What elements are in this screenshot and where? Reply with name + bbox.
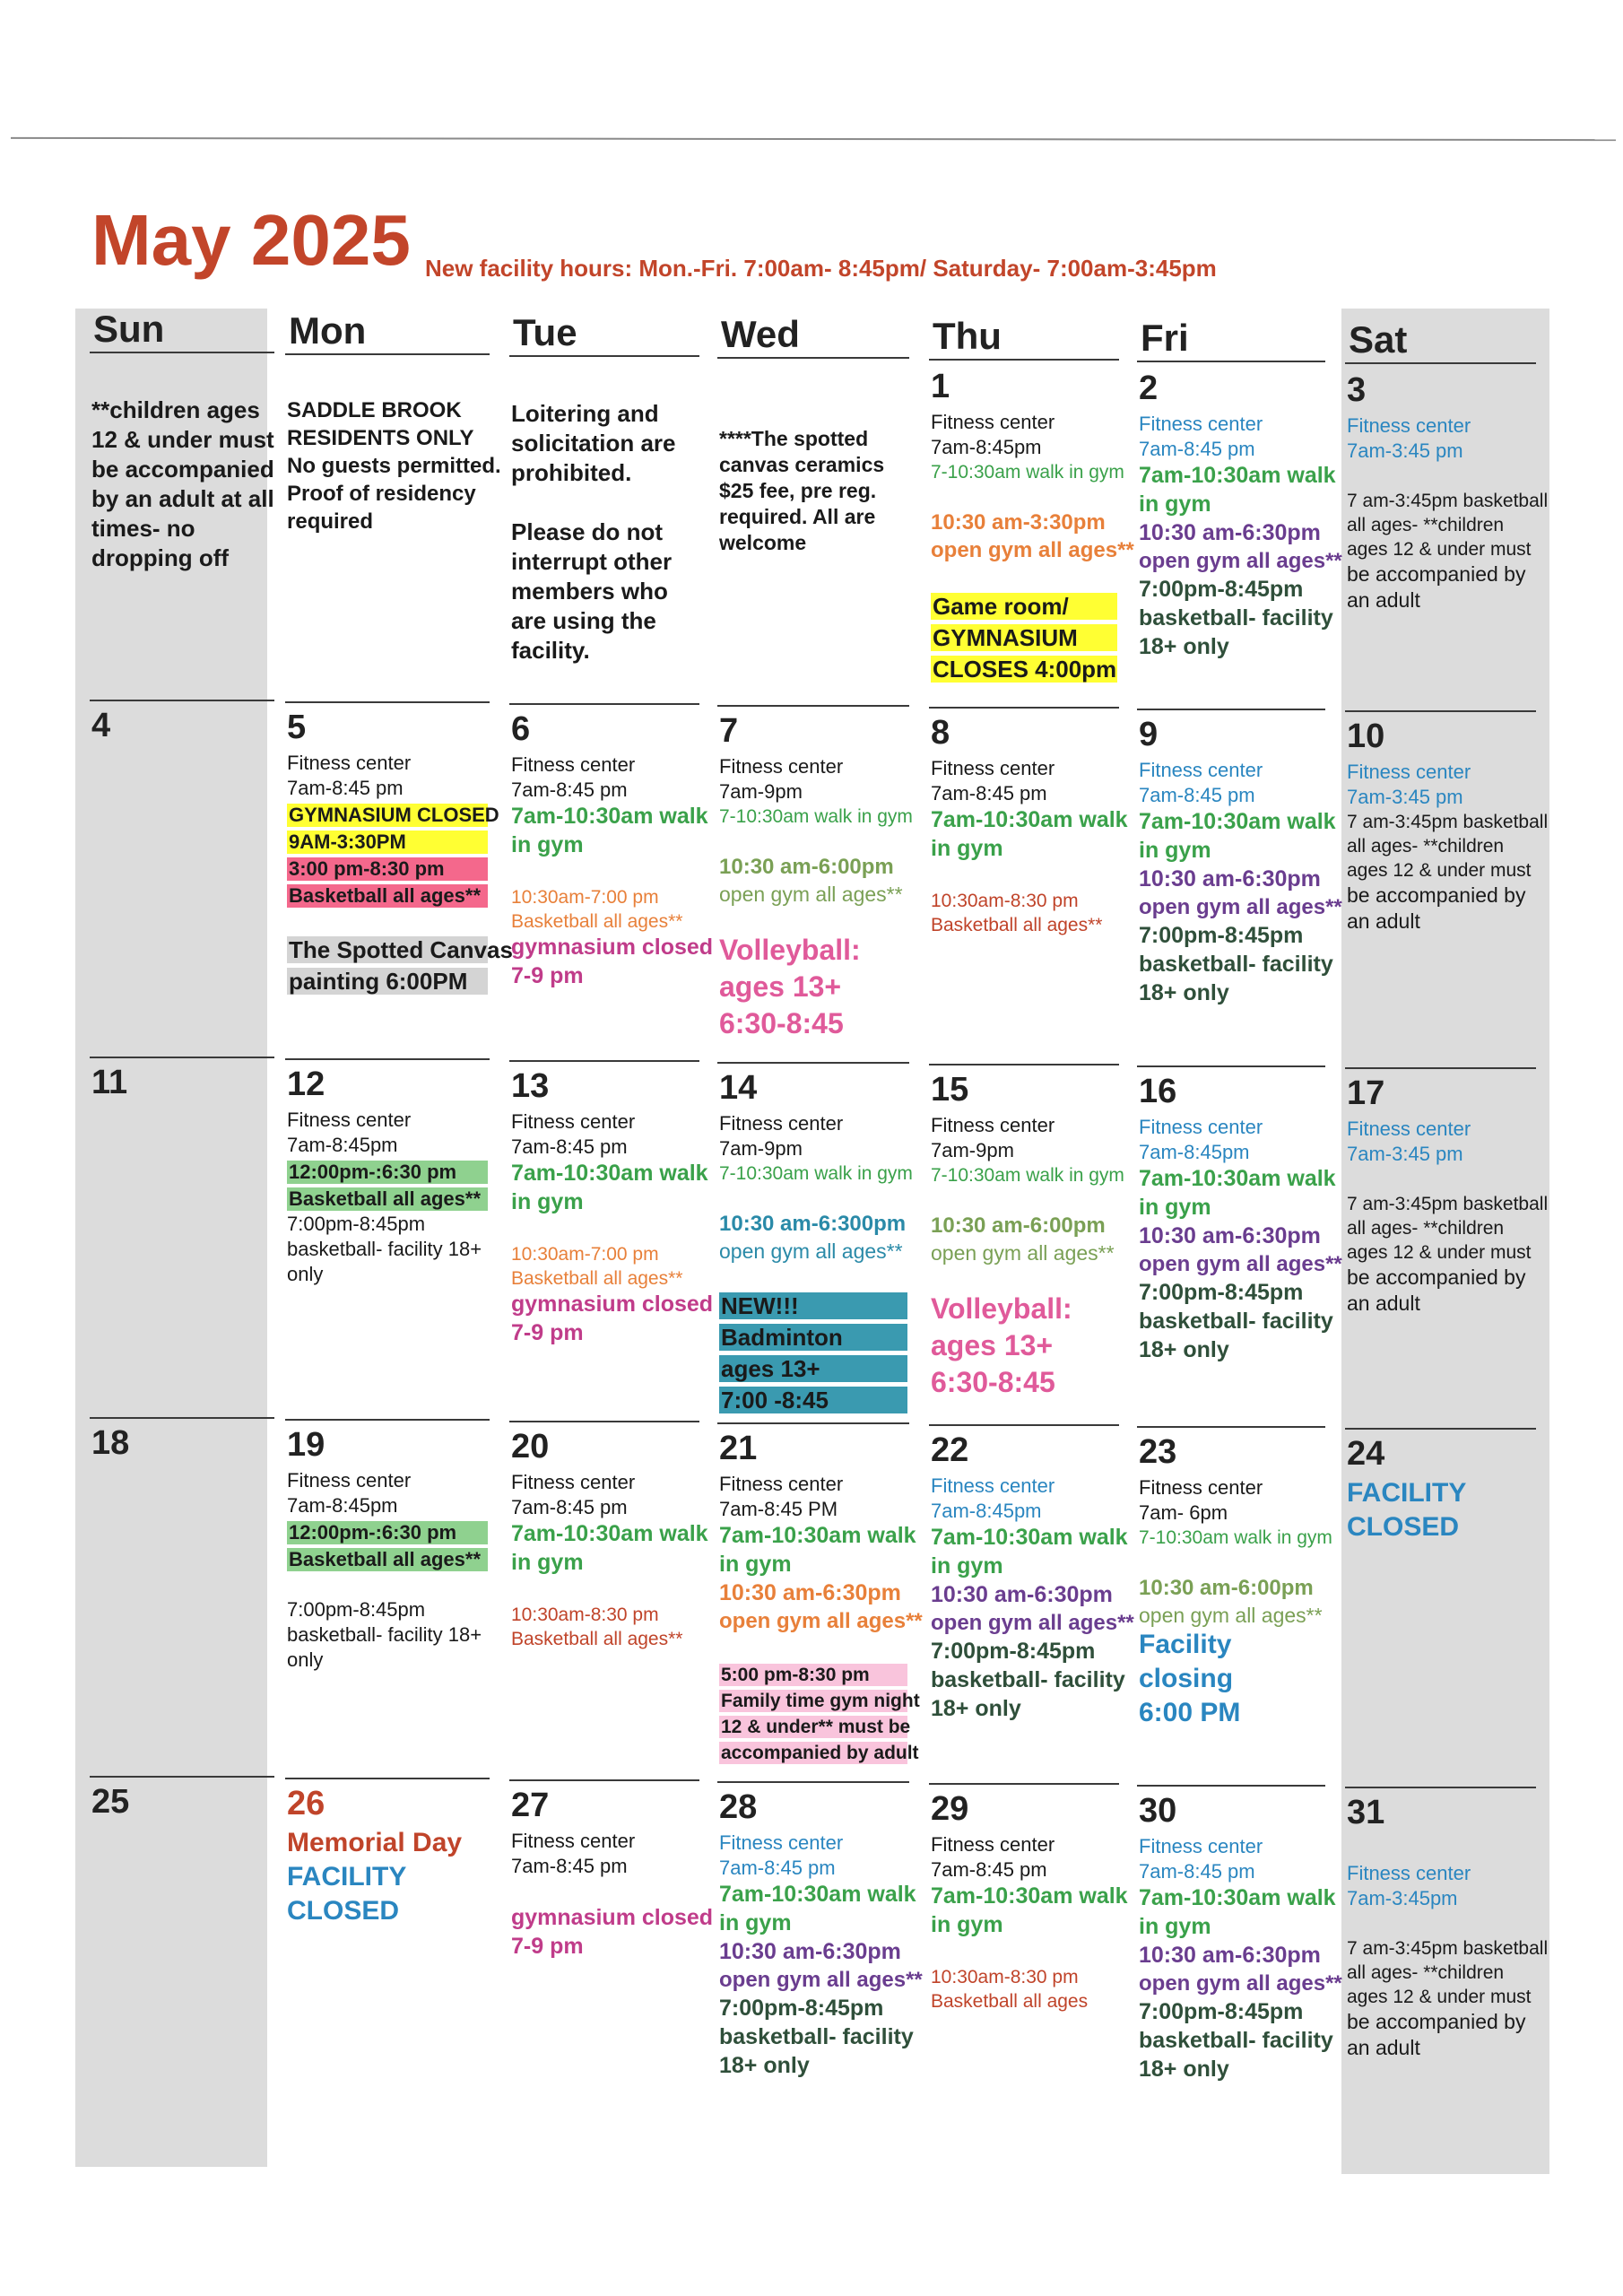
event-line: facility.	[511, 637, 590, 664]
event-line: 7am-8:45pm	[931, 1500, 1042, 1522]
event-line: 7:00pm-8:45pm	[287, 1213, 426, 1235]
event-line: 7am-8:45pm	[931, 436, 1042, 458]
event-line: an adult	[1347, 1292, 1420, 1315]
week-row-rule	[1345, 1428, 1536, 1430]
week-row-rule	[717, 705, 909, 707]
event-line: 7am-3:45 pm	[1347, 439, 1463, 462]
event-line: ages 12 & under must	[1347, 539, 1532, 560]
event-line: 7am-10:30am walk	[931, 1883, 1128, 1909]
event-line: Fitness center	[287, 752, 412, 774]
event-line: 7am-8:45 pm	[931, 782, 1047, 804]
event-line: 7 am-3:45pm basketball	[1347, 1938, 1549, 1959]
event-line: ages 12 & under must	[1347, 1242, 1532, 1263]
event-line: an adult	[1347, 909, 1420, 933]
event-line: 7am-3:45pm	[1347, 1887, 1458, 1909]
highlighted-event-line: CLOSES 4:00pm	[933, 656, 1117, 683]
day-number: 22	[931, 1431, 969, 1469]
event-line: 10:30 am-6:30pm	[719, 1939, 901, 1964]
week-row-rule	[509, 1060, 699, 1062]
event-line: 18+ only	[1139, 634, 1229, 659]
day-header-rule	[90, 352, 274, 353]
event-line: be accompanied by	[1347, 883, 1526, 907]
week-row-rule	[1345, 1787, 1536, 1788]
event-line: in gym	[511, 1550, 584, 1575]
week-row-rule	[90, 1057, 274, 1058]
event-line: open gym all ages**	[1139, 1252, 1342, 1276]
event-line: 7 am-3:45pm basketball	[1347, 1194, 1549, 1214]
event-line: 10:30 am-6:30pm	[719, 1580, 901, 1605]
event-line: Basketball all ages**	[931, 915, 1103, 935]
event-line: Fitness center	[1347, 761, 1471, 783]
event-line: in gym	[931, 836, 1003, 861]
event-line: open gym all ages**	[1139, 549, 1342, 573]
event-line: only	[287, 1263, 324, 1285]
event-line: Volleyball:	[719, 934, 861, 966]
highlighted-event-line: ages 13+	[719, 1355, 907, 1382]
week-row-rule	[285, 1778, 490, 1779]
day-number: 27	[511, 1787, 550, 1824]
week-row-rule	[1137, 1426, 1325, 1428]
event-line: 7am-10:30am walk	[719, 1882, 916, 1907]
week-row-rule	[90, 1776, 274, 1778]
event-line: 7am-8:45pm	[1139, 1141, 1250, 1163]
event-line: basketball- facility 18+	[287, 1238, 482, 1260]
event-line: 10:30 am-6:30pm	[1139, 1223, 1321, 1248]
event-line: 10:30 am-6:00pm	[719, 855, 894, 879]
event-line: in gym	[931, 1553, 1003, 1578]
event-line: 7am-8:45 pm	[511, 1135, 628, 1158]
event-line: 10:30 am-6:00pm	[1139, 1576, 1314, 1600]
day-number: 14	[719, 1069, 758, 1107]
event-line: Basketball all ages**	[511, 1629, 683, 1649]
event-line: in gym	[511, 1189, 584, 1214]
event-line: times- no	[91, 515, 195, 542]
highlighted-event-line: 7:00 -8:45	[719, 1387, 907, 1413]
event-line: 7:00pm-8:45pm	[287, 1598, 426, 1621]
day-number: 12	[287, 1065, 325, 1103]
highlighted-event-line: 12 & under** must be	[721, 1717, 911, 1737]
day-header-rule	[285, 353, 490, 355]
week-row-rule	[1137, 1785, 1325, 1787]
highlighted-event-line: Family time gym night	[721, 1691, 920, 1711]
event-line: closing	[1139, 1664, 1234, 1693]
event-line: basketball- facility	[931, 1667, 1125, 1692]
event-line: 7am-8:45 pm	[511, 1496, 628, 1518]
event-line: canvas ceramics	[719, 453, 885, 476]
event-line: 7am-8:45 pm	[511, 1855, 628, 1877]
event-line: Fitness center	[511, 1830, 636, 1852]
day-number: 8	[931, 714, 950, 752]
event-line: 7am-10:30am walk	[1139, 1166, 1336, 1191]
event-line: be accompanied	[91, 456, 274, 483]
highlighted-event-line: Badminton	[719, 1324, 907, 1351]
week-row-rule	[509, 1779, 699, 1781]
event-line: Fitness center	[1139, 413, 1263, 435]
day-number: 21	[719, 1430, 758, 1467]
event-line: 7:00pm-8:45pm	[931, 1639, 1096, 1664]
highlighted-event-line: 12:00pm-:6:30 pm	[287, 1521, 488, 1544]
event-line: open gym all ages**	[1139, 1604, 1323, 1627]
day-number: 29	[931, 1790, 969, 1828]
highlighted-event-line: 12:00pm-:6:30 pm	[287, 1161, 488, 1184]
event-line: 7am-8:45pm	[287, 1494, 398, 1517]
event-line: basketball- facility	[1139, 952, 1333, 977]
event-line: 18+ only	[1139, 1337, 1229, 1362]
event-line: Proof of residency	[287, 482, 476, 506]
event-line: in gym	[1139, 491, 1211, 517]
week-row-rule	[717, 1422, 909, 1424]
event-line: 7-9 pm	[511, 1320, 584, 1345]
event-line: an adult	[1347, 2036, 1420, 2059]
highlighted-event-line: Basketball all ages**	[287, 1187, 488, 1211]
week-row-rule	[929, 1424, 1119, 1426]
event-line: 7am-10:30am walk	[511, 804, 708, 829]
event-line: open gym all ages**	[719, 1239, 903, 1263]
event-line: in gym	[719, 1910, 792, 1935]
event-line: Basketball all ages**	[511, 911, 683, 932]
day-number: 13	[511, 1067, 550, 1105]
event-line: be accompanied by	[1347, 1265, 1526, 1289]
event-line: 10:30 am-6:30pm	[931, 1582, 1113, 1607]
event-line: Loitering and	[511, 400, 659, 427]
event-line: are using the	[511, 607, 656, 634]
event-line: 10:30 am-6:30pm	[1139, 520, 1321, 545]
event-line: 10:30 am-6:30pm	[1139, 866, 1321, 891]
event-line: be accompanied by	[1347, 562, 1526, 586]
day-number: 2	[1139, 370, 1159, 407]
highlighted-event-line: NEW!!!	[719, 1292, 907, 1319]
highlighted-event-line: GYMNASIUM CLOSED	[289, 804, 499, 826]
week-row-rule	[285, 701, 490, 703]
day-number: 30	[1139, 1792, 1177, 1830]
event-line: interrupt other	[511, 548, 673, 575]
event-line: open gym all ages**	[931, 1611, 1134, 1635]
event-line: 6:00 PM	[1139, 1698, 1241, 1727]
event-line: in gym	[1139, 1195, 1211, 1220]
event-line: in gym	[931, 1912, 1003, 1937]
event-line: 12 & under must	[91, 426, 274, 453]
event-line: prohibited.	[511, 459, 632, 486]
day-number: 11	[91, 1064, 128, 1101]
event-line: SADDLE BROOK	[287, 398, 462, 422]
event-line: open gym all ages**	[1139, 1971, 1342, 1996]
event-line: dropping off	[91, 544, 230, 571]
day-number: 25	[91, 1783, 130, 1821]
event-line: 7-10:30am walk in gym	[719, 1163, 913, 1184]
event-line: all ages- **children	[1347, 1218, 1505, 1239]
event-line: basketball- facility	[1139, 605, 1333, 631]
event-line: by an adult at all	[91, 485, 274, 512]
event-line: 7am-8:45 pm	[931, 1858, 1047, 1881]
event-line: open gym all ages**	[931, 538, 1134, 562]
event-line: in gym	[1139, 838, 1211, 863]
week-row-rule	[929, 707, 1119, 709]
day-number: 3	[1347, 371, 1367, 409]
event-line: Fitness center	[719, 1473, 844, 1495]
event-line: Fitness center	[931, 1833, 1055, 1856]
event-line: all ages- **children	[1347, 515, 1505, 535]
event-line: solicitation are	[511, 430, 676, 457]
event-line: basketball- facility	[1139, 1309, 1333, 1334]
event-line: Fitness center	[1139, 759, 1263, 781]
highlighted-event-line: Basketball all ages**	[287, 1548, 488, 1571]
highlighted-event-line: painting 6:00PM	[287, 968, 488, 995]
event-line: 10:30am-7:00 pm	[511, 1244, 659, 1265]
day-number: 15	[931, 1071, 969, 1109]
day-number: 20	[511, 1428, 550, 1465]
event-line: Basketball all ages**	[511, 1268, 683, 1289]
event-line: open gym all ages**	[1139, 895, 1342, 919]
day-number: 17	[1347, 1074, 1385, 1112]
event-line: in gym	[511, 832, 584, 857]
event-line: an adult	[1347, 588, 1420, 612]
event-line: Fitness center	[511, 1110, 636, 1133]
event-line: basketball- facility	[1139, 2028, 1333, 2053]
week-row-rule	[285, 1419, 490, 1421]
day-header-rule	[1345, 362, 1536, 364]
facility-hours-note: New facility hours: Mon.-Fri. 7:00am- 8:45pm/ Saturday- 7:00am-3:45pm	[425, 255, 1217, 282]
day-header-sat: Sat	[1349, 318, 1408, 361]
event-line: 7-9 pm	[511, 963, 584, 988]
event-line: 7 am-3:45pm basketball	[1347, 491, 1549, 511]
day-header-fri: Fri	[1141, 317, 1189, 359]
day-number: 6	[511, 710, 531, 748]
event-line: 7:00pm-8:45pm	[1139, 923, 1304, 948]
event-line: 7am-8:45 pm	[1139, 784, 1255, 806]
event-line: Fitness center	[719, 1112, 844, 1135]
day-header-mon: Mon	[289, 309, 367, 352]
event-line: 7:00pm-8:45pm	[1139, 1280, 1304, 1305]
event-line: 10:30am-8:30 pm	[931, 1967, 1079, 1987]
event-line: Fitness center	[931, 1474, 1055, 1497]
event-line: FACILITY	[287, 1862, 407, 1892]
event-line: Facility	[1139, 1630, 1232, 1659]
day-header-sun: Sun	[93, 308, 165, 350]
week-row-rule	[1345, 1067, 1536, 1069]
event-line: 7:00pm-8:45pm	[1139, 577, 1304, 602]
event-line: Fitness center	[1347, 414, 1471, 437]
event-line: gymnasium closed	[511, 1905, 714, 1930]
event-line: required. All are	[719, 505, 876, 528]
event-line: 7am-10:30am walk	[511, 1161, 708, 1186]
event-line: welcome	[719, 531, 807, 554]
week-row-rule	[717, 1062, 909, 1064]
event-line: Fitness center	[511, 753, 636, 776]
highlighted-event-line: 5:00 pm-8:30 pm	[719, 1664, 907, 1686]
event-line: only	[287, 1648, 324, 1671]
event-line: open gym all ages**	[719, 883, 903, 906]
event-line: CLOSED	[1347, 1512, 1460, 1542]
event-line: $25 fee, pre reg.	[719, 479, 877, 502]
event-line: basketball- facility	[719, 2024, 914, 2049]
event-line: 7am-8:45 pm	[287, 777, 404, 799]
event-line: all ages- **children	[1347, 1962, 1505, 1983]
day-number: 26	[287, 1785, 325, 1822]
week-row-rule	[90, 1417, 274, 1419]
event-line: 7am-10:30am walk	[1139, 809, 1336, 834]
highlighted-event-line: 9AM-3:30PM	[287, 831, 488, 854]
page-title: May 2025	[91, 200, 411, 280]
event-line: Fitness center	[719, 755, 844, 778]
event-line: Fitness center	[287, 1109, 412, 1131]
event-line: ages 12 & under must	[1347, 860, 1532, 881]
day-number: 5	[287, 709, 307, 746]
event-line: open gym all ages**	[719, 1609, 923, 1633]
day-number: 23	[1139, 1433, 1177, 1471]
event-line: Fitness center	[511, 1471, 636, 1493]
event-line: basketball- facility 18+	[287, 1623, 482, 1646]
event-line: 18+ only	[931, 1696, 1021, 1721]
event-line: 7am-10:30am walk	[1139, 1885, 1336, 1910]
event-line: gymnasium closed	[511, 1292, 714, 1317]
day-number: 31	[1347, 1794, 1385, 1831]
event-line: 18+ only	[1139, 980, 1229, 1005]
week-row-rule	[509, 1421, 699, 1422]
event-line: 10:30 am-6:30pm	[1139, 1943, 1321, 1968]
event-line: 7-9 pm	[511, 1934, 584, 1959]
event-line: 7am-8:45 pm	[719, 1857, 836, 1879]
week-row-rule	[929, 1783, 1119, 1785]
day-number: 10	[1347, 718, 1385, 755]
sunday-column-shading	[75, 309, 267, 2167]
event-line: open gym all ages**	[931, 1241, 1115, 1265]
day-header-rule	[717, 357, 909, 359]
event-line: 10:30 am-6:300pm	[719, 1212, 907, 1236]
day-number: 1	[931, 368, 950, 405]
event-line: 7am-8:45pm	[287, 1134, 398, 1156]
event-line: in gym	[719, 1552, 792, 1577]
event-line: 10:30 am-3:30pm	[931, 510, 1106, 535]
event-line: Fitness center	[931, 1114, 1055, 1136]
event-line: Basketball all ages	[931, 1991, 1089, 2012]
event-line: Fitness center	[931, 757, 1055, 779]
event-line: 7-10:30am walk in gym	[931, 1165, 1124, 1186]
event-line: 7am-8:45 pm	[1139, 438, 1255, 460]
event-line: CLOSED	[287, 1896, 400, 1926]
day-header-wed: Wed	[721, 313, 800, 355]
highlighted-event-line: 3:00 pm-8:30 pm	[287, 857, 488, 881]
event-line: 10:30am-8:30 pm	[511, 1605, 659, 1625]
event-line: 6:30-8:45	[719, 1007, 844, 1039]
event-line: Volleyball:	[931, 1292, 1072, 1325]
event-line: Fitness center	[719, 1831, 844, 1854]
event-line: 7:00pm-8:45pm	[719, 1996, 884, 2021]
day-number: 9	[1139, 716, 1159, 753]
event-line: Fitness center	[1139, 1116, 1263, 1138]
week-row-rule	[90, 700, 274, 701]
event-line: 7am-8:45 PM	[719, 1498, 838, 1520]
event-line: 7am- 6pm	[1139, 1501, 1228, 1524]
week-row-rule	[717, 1781, 909, 1783]
event-line: No guests permitted.	[287, 454, 501, 478]
day-number: 28	[719, 1788, 758, 1826]
week-row-rule	[1137, 1065, 1325, 1067]
highlighted-event-line: accompanied by adult	[721, 1743, 919, 1763]
day-header-rule	[509, 355, 699, 357]
day-header-tue: Tue	[513, 311, 577, 353]
event-line: 7am-10:30am walk	[1139, 463, 1336, 488]
event-line: Please do not	[511, 518, 664, 545]
day-header-rule	[929, 359, 1119, 361]
event-line: ages 13+	[719, 970, 842, 1003]
scan-top-line	[11, 137, 1616, 141]
event-line: **children ages	[91, 396, 260, 423]
day-number: 24	[1347, 1435, 1385, 1473]
event-line: 7am-3:45 pm	[1347, 1143, 1463, 1165]
event-line: in gym	[1139, 1914, 1211, 1939]
event-line: Fitness center	[287, 1469, 412, 1492]
day-number: 19	[287, 1426, 325, 1464]
day-number: 18	[91, 1424, 130, 1462]
week-row-rule	[1345, 710, 1536, 712]
event-line: Memorial Day	[287, 1828, 463, 1857]
event-line: 7am-8:45 pm	[1139, 1860, 1255, 1883]
event-line: 7:00pm-8:45pm	[1139, 1999, 1304, 2024]
highlighted-event-line: GYMNASIUM	[931, 624, 1117, 651]
event-line: 7am-9pm	[719, 780, 803, 803]
event-line: RESIDENTS ONLY	[287, 426, 474, 450]
week-row-rule	[929, 1064, 1119, 1065]
event-line: gymnasium closed	[511, 935, 714, 960]
event-line: FACILITY	[1347, 1478, 1467, 1508]
event-line: be accompanied by	[1347, 2010, 1526, 2033]
event-line: Fitness center	[931, 411, 1055, 433]
event-line: Fitness center	[1139, 1476, 1263, 1499]
event-line: 7-10:30am walk in gym	[1139, 1527, 1332, 1548]
day-number: 7	[719, 712, 739, 750]
event-line: Fitness center	[1347, 1118, 1471, 1140]
event-line: ages 12 & under must	[1347, 1987, 1532, 2007]
event-line: 10:30am-8:30 pm	[931, 891, 1079, 911]
event-line: 18+ only	[1139, 2057, 1229, 2082]
highlighted-event-line: Game room/	[931, 593, 1117, 620]
event-line: 7-10:30am walk in gym	[719, 806, 913, 827]
highlighted-event-line: Basketball all ages**	[287, 884, 488, 908]
event-line: 7am-3:45 pm	[1347, 786, 1463, 808]
event-line: ****The spotted	[719, 427, 869, 450]
day-number: 4	[91, 707, 111, 744]
event-line: 18+ only	[719, 2053, 810, 2078]
day-header-rule	[1137, 361, 1325, 362]
event-line: 7am-10:30am walk	[931, 807, 1128, 832]
event-line: 7am-9pm	[931, 1139, 1014, 1161]
event-line: Fitness center	[1347, 1862, 1471, 1884]
week-row-rule	[1137, 709, 1325, 710]
event-line: 7am-9pm	[719, 1137, 803, 1160]
day-header-thu: Thu	[933, 315, 1002, 357]
event-line: all ages- **children	[1347, 836, 1505, 857]
event-line: Fitness center	[1139, 1835, 1263, 1857]
event-line: 7am-10:30am walk	[719, 1523, 916, 1548]
week-row-rule	[285, 1058, 490, 1060]
event-line: ages 13+	[931, 1329, 1054, 1361]
event-line: 6:30-8:45	[931, 1366, 1055, 1398]
event-line: 7am-8:45 pm	[511, 778, 628, 801]
week-row-rule	[509, 703, 699, 705]
event-line: 10:30 am-6:00pm	[931, 1213, 1106, 1238]
event-line: required	[287, 509, 374, 534]
event-line: 7-10:30am walk in gym	[931, 462, 1124, 483]
event-line: 10:30am-7:00 pm	[511, 887, 659, 908]
day-number: 16	[1139, 1073, 1177, 1110]
event-line: 7 am-3:45pm basketball	[1347, 812, 1549, 832]
highlighted-event-line: The Spotted Canvas	[289, 936, 513, 963]
event-line: open gym all ages**	[719, 1968, 923, 1992]
event-line: members who	[511, 578, 668, 604]
event-line: 7am-10:30am walk	[511, 1521, 708, 1546]
event-line: 7am-10:30am walk	[931, 1525, 1128, 1550]
